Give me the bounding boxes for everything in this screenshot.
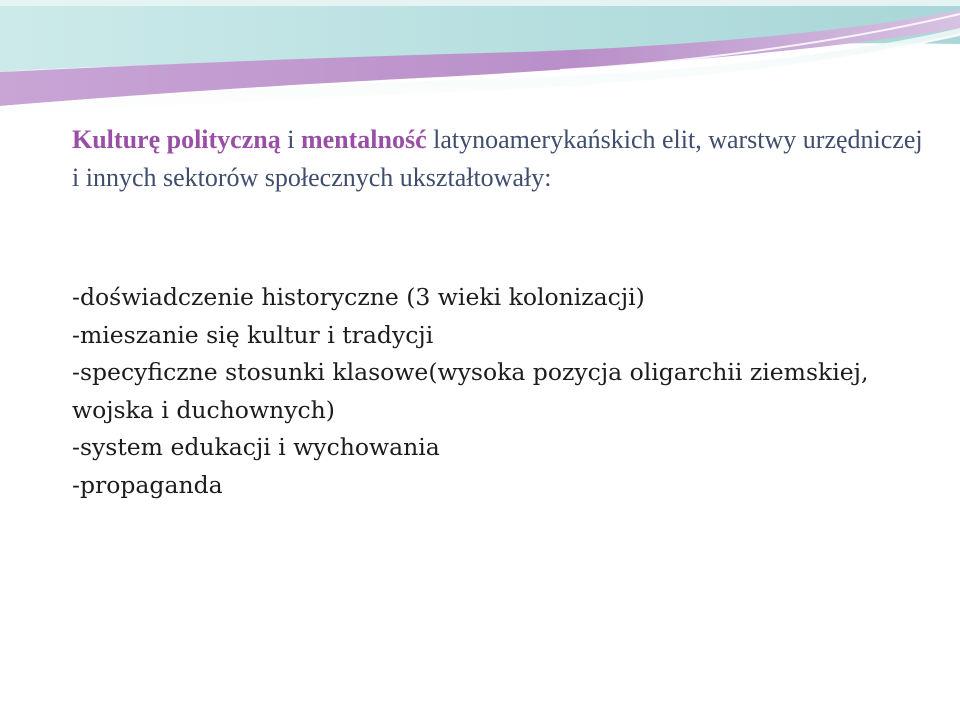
intro-connector: i (280, 125, 301, 154)
list-item: -doświadczenie historyczne (3 wieki kolonizacji) (72, 283, 645, 311)
factors-list (72, 279, 932, 504)
list-item: -specyficzne stosunki klasowe(wysoka pozycja oligarchii ziemskiej, wojska i duchownych) (72, 358, 869, 424)
intro-highlight-political-culture: Kulturę polityczną (72, 125, 281, 154)
list-item: -system edukacji i wychowania (72, 433, 440, 461)
header-wave-decoration (0, 0, 960, 120)
list-item: -propaganda (72, 470, 223, 499)
intro-highlight-mentality: mentalność (300, 125, 427, 154)
intro-rest: latynoamerykańskich elit, warstwy urzędniczej i innych sektorów społecznych ukształtowały: (72, 125, 923, 192)
list-item: -mieszanie się kultur i tradycji (72, 320, 434, 349)
intro-paragraph (72, 121, 932, 197)
